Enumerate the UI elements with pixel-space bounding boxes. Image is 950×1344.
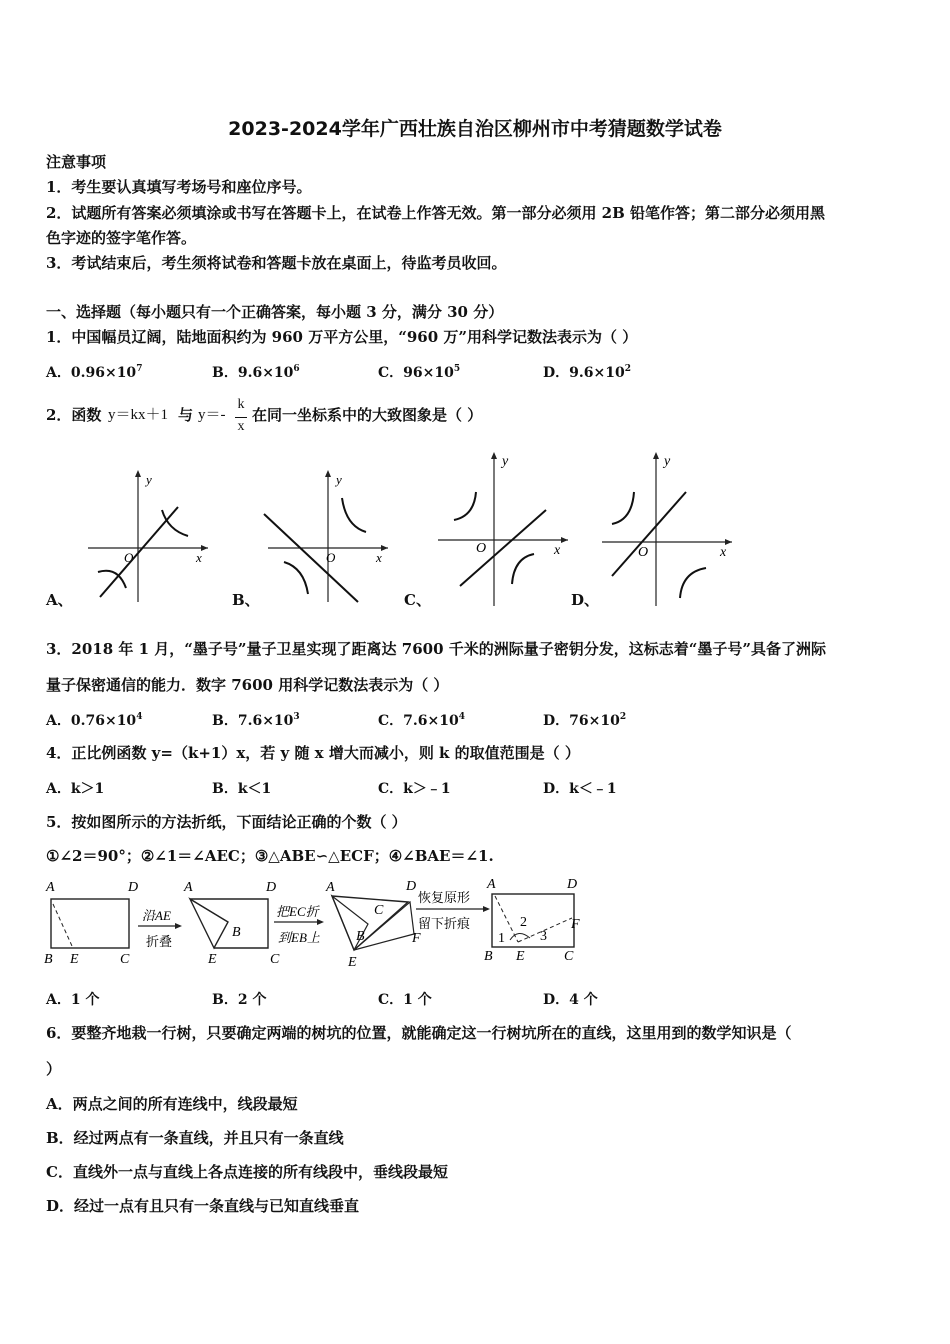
y-axis-arrow: [325, 470, 331, 477]
fold-line-ae: [53, 904, 72, 946]
angle-3-label: 3: [540, 929, 547, 944]
q3-option-a: A．$0.76\times 10^4$: [46, 712, 143, 729]
q1-stem: 1．中国幅员辽阔，陆地面积约为 960 万平方公里，“960 万”用科学记数法表示为（ ）: [46, 328, 638, 346]
origin-label: O: [476, 541, 487, 556]
step1-bottom-label: 折叠: [146, 934, 173, 949]
label-e: E: [516, 949, 525, 964]
step3-arrowhead: [483, 906, 490, 912]
label-a: A: [487, 877, 496, 892]
x-axis-arrow: [381, 545, 388, 551]
q6-option-d: D．经过一点有且只有一条直线与已知直线垂直: [46, 1197, 360, 1215]
step1-arrowhead: [175, 923, 182, 929]
y-label: y: [146, 472, 152, 487]
label-a: A: [184, 880, 193, 895]
angle-2-label: 2: [520, 915, 527, 930]
step1-top-label: 沿AE: [142, 908, 171, 923]
q2-graph-b: [258, 462, 398, 607]
y-axis-arrow: [135, 470, 141, 477]
q5-conditions: ①∠2＝90°；②∠1＝∠AEC；③△ABE∽△ECF；④∠BAE＝∠1.: [46, 847, 494, 865]
q1-option-d: D．$9.6\times 10^2$: [543, 364, 631, 381]
q3-option-c: C．$7.6\times 10^4$: [378, 712, 465, 729]
y-label: y: [502, 454, 509, 469]
q2-prefix: 2．函数: [46, 406, 102, 424]
q1-option-c: C．$96\times 10^5$: [378, 364, 461, 381]
q2-label-a: A、: [46, 591, 73, 609]
q4-option-d: D．k＜﹣1: [543, 781, 617, 797]
q5-option-a: A．1 个: [46, 992, 100, 1008]
q2-fraction-bar: [235, 417, 247, 418]
q3-stem-line-1: 3．2018 年 1 月，“墨子号”量子卫星实现了距离达 7600 千米的洲际量子密钥分发，这标志着“墨子号”具备了洲际: [46, 640, 826, 658]
step2-bottom-label: 到EB上: [278, 930, 320, 945]
q2-suffix: 在同一坐标系中的大致图象是（ ）: [252, 406, 483, 424]
label-d: D: [406, 879, 417, 894]
x-axis-arrow: [201, 545, 208, 551]
q2-function-2: y＝-: [198, 407, 226, 423]
notice-item-1: 1．考生要认真填写考场号和座位序号。: [46, 178, 312, 196]
notice-heading: 注意事项: [46, 153, 107, 171]
label-b: B: [484, 949, 493, 964]
step2-top-label: 把EC折: [276, 904, 319, 919]
label-c: C: [120, 952, 130, 967]
q2-fraction-denominator: x: [237, 419, 245, 434]
q6-option-c: C．直线外一点与直线上各点连接的所有线段中，垂线段最短: [46, 1163, 448, 1181]
label-c: C: [270, 952, 280, 967]
angle-arc: [510, 933, 530, 940]
page-title: 2023-2024学年广西壮族自治区柳州市中考猜题数学试卷: [228, 118, 722, 140]
q6-option-b: B．经过两点有一条直线，并且只有一条直线: [46, 1129, 344, 1147]
q3-stem-line-2: 量子保密通信的能力．数字 7600 用科学记数法表示为（ ）: [46, 676, 449, 694]
label-b: B: [44, 952, 53, 967]
x-label: x: [376, 550, 382, 565]
x-label: x: [720, 545, 727, 560]
q4-stem: 4．正比例函数 y=（k+1）x，若 y 随 x 增大而减小，则 k 的取值范围是（ ）: [46, 744, 580, 762]
y-axis-arrow: [653, 452, 659, 459]
y-label: y: [336, 472, 342, 487]
label-f: F: [571, 917, 580, 932]
q2-mid: 与: [178, 406, 194, 424]
q2-label-d: D、: [571, 591, 600, 609]
label-a: A: [326, 880, 335, 895]
label-d: D: [567, 877, 578, 892]
q2-label-c: C、: [404, 591, 431, 609]
y-label: y: [664, 454, 671, 469]
label-f: F: [412, 931, 421, 946]
folded-triangle-abe: [190, 899, 228, 948]
label-b: B: [356, 929, 365, 944]
hyperbola-branch-1: [342, 498, 366, 532]
line-graph: [460, 510, 546, 586]
line-graph: [264, 514, 358, 602]
q5-option-c: C．1 个: [378, 992, 432, 1008]
y-axis-arrow: [491, 452, 497, 459]
q5-stem: 5．按如图所示的方法折纸，下面结论正确的个数（ ）: [46, 813, 407, 831]
label-b: B: [232, 925, 241, 940]
label-e: E: [70, 952, 79, 967]
hyperbola-branch-2: [454, 492, 476, 520]
q5-option-d: D．4 个: [543, 992, 598, 1008]
q4-option-b: B．k＜1: [212, 781, 272, 797]
x-label: x: [554, 543, 561, 558]
q2-label-b: B、: [232, 591, 260, 609]
section-heading: 一、选择题（每小题只有一个正确答案，每小题 3 分，满分 30 分）: [46, 303, 504, 321]
origin-label: O: [326, 550, 336, 565]
label-e: E: [208, 952, 217, 967]
notice-item-2: 2．试题所有答案必须填涂或书写在答题卡上，在试卷上作答无效。第一部分必须用 2B 铅笔作答；第二部分必须用黑: [46, 204, 826, 222]
q4-option-a: A．k＞1: [46, 781, 105, 797]
q6-option-a: A．两点之间的所有连线中，线段最短: [46, 1095, 298, 1113]
hyperbola-branch-3: [284, 562, 308, 594]
label-e: E: [348, 955, 357, 970]
step3-top-label: 恢复原形: [418, 890, 471, 905]
step3-bottom-label: 留下折痕: [418, 916, 471, 931]
label-d: D: [266, 880, 277, 895]
x-label: x: [196, 550, 202, 565]
q1-option-b: B．$9.6\times 10^6$: [212, 364, 300, 381]
hyperbola-branch-1: [162, 510, 188, 536]
q3-option-b: B．$7.6\times 10^3$: [212, 712, 300, 729]
q5-option-b: B．2 个: [212, 992, 267, 1008]
hyperbola-branch-2: [612, 492, 634, 524]
q2-graph-d: [598, 448, 738, 608]
q2-function-1: y＝kx＋1: [108, 407, 169, 423]
rectangle-abcd: [51, 899, 129, 948]
label-c: C: [564, 949, 574, 964]
label-a: A: [46, 880, 55, 895]
notice-item-2-cont: 色字迹的签字笔作答。: [46, 229, 197, 247]
q1-option-a: A．$0.96\times 10^7$: [46, 364, 143, 381]
origin-label: O: [124, 550, 134, 565]
step2-arrowhead: [317, 919, 324, 925]
origin-label: O: [638, 545, 649, 560]
q4-option-c: C．k＞﹣1: [378, 781, 451, 797]
notice-item-3: 3．考试结束后，考生须将试卷和答题卡放在桌面上，待监考员收回。: [46, 254, 507, 272]
q5-folding-figure: [40, 874, 600, 974]
label-c: C: [374, 903, 384, 918]
line-graph: [612, 492, 686, 576]
label-d: D: [128, 880, 139, 895]
q6-stem-line-1: 6．要整齐地栽一行树，只要确定两端的树坑的位置，就能确定这一行树坑所在的直线，这里用到的数学知识是（: [46, 1024, 792, 1042]
q3-option-d: D．$76\times 10^2$: [543, 712, 627, 729]
x-axis-arrow: [561, 537, 568, 543]
angle-1-label: 1: [498, 931, 505, 946]
q2-graph-a: [78, 462, 218, 607]
q2-graph-c: [434, 448, 574, 608]
q6-stem-line-2: ）: [46, 1060, 62, 1078]
hyperbola-branch-4: [680, 568, 706, 598]
q2-fraction-numerator: k: [237, 397, 245, 412]
hyperbola-branch-4: [512, 554, 534, 584]
